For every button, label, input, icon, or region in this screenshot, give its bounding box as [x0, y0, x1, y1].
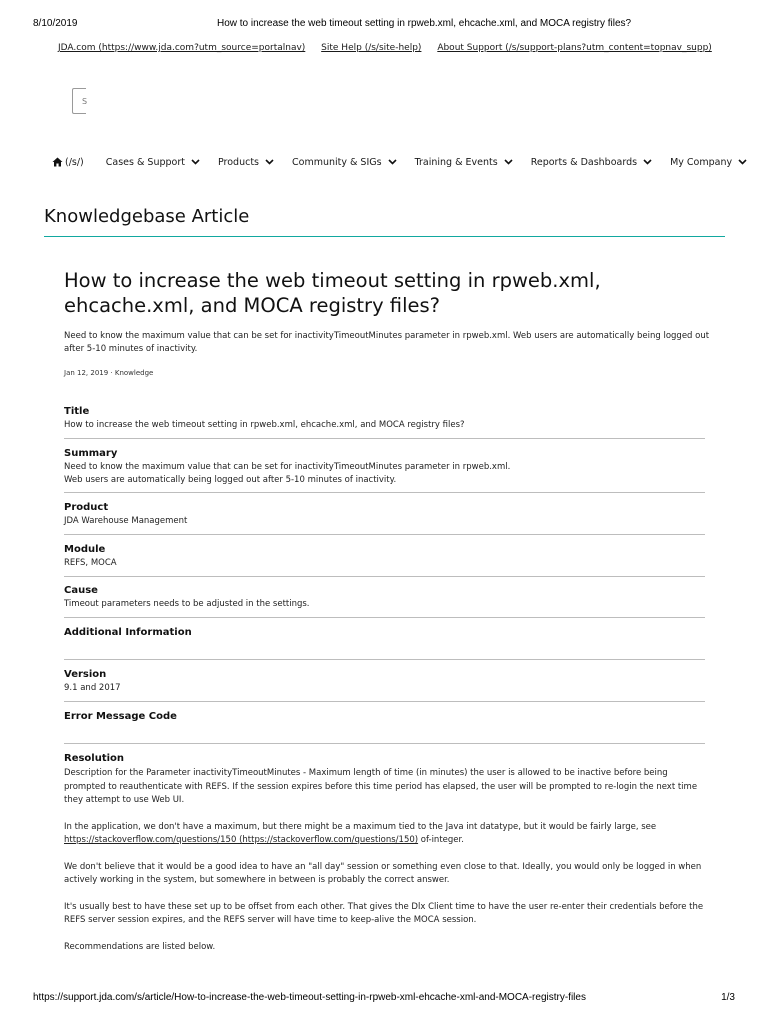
nav-label: Reports & Dashboards: [530, 156, 638, 168]
field-version: [64, 668, 705, 702]
field-value: JDA Warehouse Management: [64, 516, 188, 526]
field-error-message-code: [64, 710, 705, 744]
print-title: How to increase the web timeout setting in rpweb.xml, ehcache.xml, and MOCA registry files?: [217, 18, 632, 29]
field-module: [64, 543, 705, 577]
resolution-paragraph: Recommendations are listed below.: [64, 941, 216, 952]
field-additional-information: [64, 626, 705, 660]
nav-my-company[interactable]: [670, 157, 747, 168]
home-icon: [52, 157, 63, 167]
nav-label: Products: [217, 156, 259, 168]
article-summary: Need to know the maximum value that can be set for inactivityTimeoutMinutes parameter in rpweb.xml. Web users are automatically being logged out after 5-10 minutes of inactivity.: [64, 331, 710, 354]
field-product: [64, 501, 705, 535]
chevron-down-icon: [388, 159, 397, 165]
field-label: Version: [64, 669, 107, 680]
field-value: REFS, MOCA: [64, 558, 117, 568]
field-label: Resolution: [64, 753, 125, 764]
article-meta: [64, 369, 153, 377]
meta-separator: ·: [110, 369, 115, 377]
field-label: Summary: [64, 448, 118, 459]
field-label: Additional Information: [64, 627, 192, 638]
field-label: Title: [64, 406, 90, 417]
stackoverflow-link[interactable]: https://stackoverflow.com/questions/150 (https://stackoverflow.com/questions/150): [64, 835, 419, 845]
field-value-line2: Web users are automatically being logged out after 5-10 minutes of inactivity.: [64, 474, 397, 485]
field-label: Module: [64, 544, 106, 555]
article-title: How to increase the web timeout setting in rpweb.xml, ehcache.xml, and MOCA registry files?: [64, 269, 601, 317]
article-date: Jan 12, 2019: [64, 369, 109, 377]
field-value-line1: Need to know the maximum value that can be set for inactivityTimeoutMinutes parameter in rpweb.xml.: [64, 462, 511, 472]
field-summary: [64, 447, 705, 493]
field-cause: [64, 584, 705, 618]
page-number: 1/3: [721, 992, 735, 1003]
nav-cases-support[interactable]: [106, 157, 200, 168]
field-label: Error Message Code: [64, 711, 177, 722]
print-url: https://support.jda.com/s/article/How-to-increase-the-web-timeout-setting-in-rpweb-xml-ehcache-xml-and-MOCA-registry-files: [33, 992, 586, 1003]
resolution-paragraph: [64, 821, 705, 848]
paragraph-text: In the application, we don't have a maximum, but there might be a maximum tied to the Java int datatype, but it would be fairly large, see: [64, 821, 657, 832]
resolution-paragraph: We don't believe that it would be a good idea to have an "all day" session or something even close to that. Ideally, you would only be logged in when actively working in the system, but somewhere in between is probably the correct answer.: [64, 861, 702, 885]
print-date: 8/10/2019: [33, 18, 78, 29]
nav-reports-dashboards[interactable]: [531, 157, 652, 168]
field-value: Timeout parameters needs to be adjusted in the settings.: [64, 599, 310, 609]
field-title: [64, 405, 705, 439]
nav-training-events[interactable]: [415, 157, 513, 168]
field-label: Cause: [64, 585, 98, 596]
top-links: [58, 43, 725, 53]
page-heading: Knowledgebase Article: [44, 206, 250, 227]
article-type: Knowledge: [114, 369, 154, 377]
print-header: [0, 18, 768, 32]
nav-label: My Company: [670, 156, 733, 168]
main-nav: [52, 154, 765, 170]
resolution-paragraph: It's usually best to have these set up to be offset from each other. That gives the Dlx Client time to have the user re-enter their credentials before the REFS server session expires, and the REFS server will have time to keep-alive the MOCA session.: [64, 901, 704, 925]
field-value: How to increase the web timeout setting in rpweb.xml, ehcache.xml, and MOCA registry files?: [64, 420, 465, 430]
nav-community-sigs[interactable]: [292, 157, 397, 168]
chevron-down-icon: [738, 159, 747, 165]
field-resolution: [64, 751, 705, 967]
paragraph-text: of-integer.: [418, 835, 464, 845]
nav-label: Cases & Support: [105, 156, 185, 168]
jda-com-link[interactable]: JDA.com (https://www.jda.com?utm_source=portalnav): [58, 43, 306, 53]
nav-home[interactable]: [52, 157, 84, 168]
chevron-down-icon: [504, 159, 513, 165]
nav-label: Training & Events: [414, 156, 498, 168]
heading-divider: [44, 236, 725, 237]
nav-home-label: (/s/): [65, 156, 84, 168]
field-value: 9.1 and 2017: [64, 683, 121, 693]
chevron-down-icon: [265, 159, 274, 165]
site-help-link[interactable]: Site Help (/s/site-help): [321, 43, 422, 53]
nav-label: Community & SIGs: [292, 156, 382, 168]
field-label: Product: [64, 502, 109, 513]
chevron-down-icon: [643, 159, 652, 165]
about-support-link[interactable]: About Support (/s/support-plans?utm_content=topnav_supp): [437, 43, 712, 53]
nav-products[interactable]: [218, 157, 274, 168]
search-input[interactable]: S: [72, 88, 86, 114]
resolution-paragraph: Description for the Parameter inactivityTimeoutMinutes - Maximum length of time (in minutes) the user is allowed to be inactive before being prompted to reauthenticate with REFS. If the session expires before this time period has elapsed, the user will be prompted to re-login the next time they attempt to use Web UI.: [64, 768, 698, 805]
chevron-down-icon: [191, 159, 200, 165]
